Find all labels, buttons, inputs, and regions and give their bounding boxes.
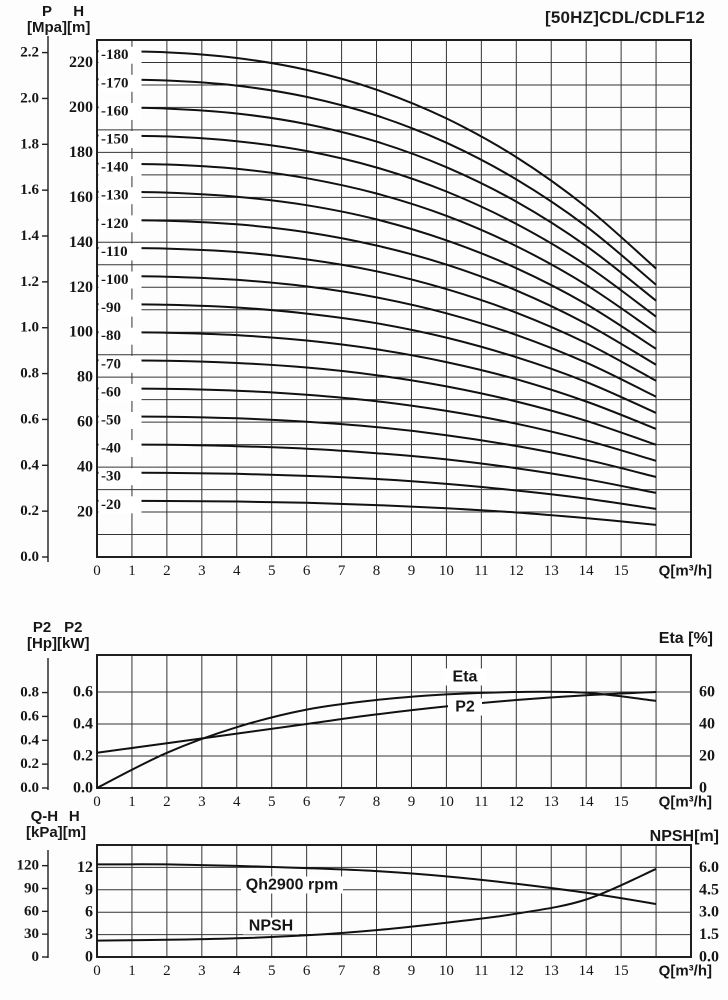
power-x-tick: 13 <box>543 794 559 810</box>
p2-hp-axis-name: P2 <box>32 619 52 636</box>
kw-tick-label: 0.2 <box>73 747 93 765</box>
curve-label-npsh: NPSH <box>248 917 294 935</box>
main-x-tick: 1 <box>128 563 136 579</box>
power-x-tick: 11 <box>474 794 489 810</box>
hm-tick-label: 6 <box>85 903 93 921</box>
kpa-axis-tick-label: 120 <box>16 857 39 874</box>
main-x-tick: 14 <box>578 563 594 579</box>
p-axis-tick-label: 2.2 <box>20 44 39 61</box>
h-tick-label: 80 <box>77 368 93 386</box>
hp-axis-tick-label: 0.2 <box>20 756 39 773</box>
npsh-x-tick: 4 <box>233 963 241 979</box>
main-x-tick: 8 <box>372 563 381 579</box>
power-x-tick: 9 <box>407 794 416 810</box>
npsh-left-axis-headers <box>26 809 86 841</box>
stage-label--180: -180 <box>101 47 129 64</box>
h-tick-label: 140 <box>69 233 93 251</box>
power-x-tick: 6 <box>302 794 311 810</box>
p-axis-tick-label: 1.2 <box>20 273 39 290</box>
npsh-axis-label: NPSH[m] <box>649 828 719 845</box>
p2-kw-axis-unit: [kW] <box>57 634 90 652</box>
main-x-tick: 15 <box>613 563 629 579</box>
h-tick-label: 160 <box>69 188 93 206</box>
h-tick-label: 20 <box>77 503 93 521</box>
head-axis-unit: [m] <box>67 18 91 36</box>
h-tick-label: 220 <box>69 53 93 71</box>
stage-label--150: -150 <box>101 131 129 148</box>
npsh-tick-label: 3.0 <box>699 903 719 921</box>
main-x-axis-label: Q[m³/h] <box>658 562 712 580</box>
curve-label-eta: Eta <box>452 668 478 686</box>
npsh-x-tick: 10 <box>438 963 454 979</box>
stage-label--40: -40 <box>101 440 121 457</box>
h-tick-label: 120 <box>69 278 93 296</box>
p2-kw-axis-name: P2 <box>64 619 83 636</box>
hp-axis-tick-label: 0.0 <box>20 780 39 796</box>
stage-label--140: -140 <box>101 159 129 176</box>
stage-label--100: -100 <box>101 272 129 289</box>
p2-hp-axis-header <box>27 620 57 652</box>
h-tick-label: 180 <box>69 143 93 161</box>
npsh-x-tick: 9 <box>407 963 416 979</box>
p-axis-tick-label: 0.4 <box>20 457 39 474</box>
h-m-axis-unit: [m] <box>62 823 87 841</box>
main-x-tick: 11 <box>474 563 489 579</box>
npsh-x-axis-label: Q[m³/h] <box>658 962 712 980</box>
npsh-x-tick: 2 <box>163 963 171 979</box>
p-axis-tick-label: 2.0 <box>20 90 39 107</box>
h-tick-label: 100 <box>69 323 93 341</box>
h-tick-label: 40 <box>77 458 93 476</box>
main-x-tick: 9 <box>407 563 416 579</box>
stage-label--120: -120 <box>101 215 129 232</box>
hp-axis-tick-label: 0.8 <box>20 684 39 701</box>
hm-tick-label: 0 <box>85 948 93 966</box>
main-x-tick: 5 <box>267 563 276 579</box>
stage-label--110: -110 <box>101 243 128 260</box>
head-axis-name: H <box>73 3 85 20</box>
power-x-tick: 14 <box>578 794 594 810</box>
npsh-x-tick: 7 <box>337 963 346 979</box>
power-x-tick: 15 <box>613 794 629 810</box>
h-m-axis-name: H <box>68 808 80 825</box>
power-x-axis-label: Q[m³/h] <box>658 793 712 811</box>
qh-kpa-axis-unit: [kPa] <box>26 823 63 841</box>
p-axis-tick-label: 0.0 <box>20 549 39 565</box>
main-x-tick: 0 <box>93 563 101 579</box>
power-x-tick: 2 <box>163 794 171 810</box>
power-x-tick: 10 <box>438 794 454 810</box>
hm-tick-label: 9 <box>85 881 93 899</box>
p2-hp-axis-unit: [Hp] <box>27 634 57 652</box>
main-x-tick: 7 <box>337 563 346 579</box>
p-axis-tick-label: 1.0 <box>20 319 39 336</box>
main-x-tick: 4 <box>233 563 241 579</box>
h-tick-label: 200 <box>69 98 93 116</box>
p-axis-tick-label: 1.4 <box>20 228 39 245</box>
p-axis-tick-label: 1.8 <box>20 136 39 153</box>
kw-tick-label: 0.6 <box>73 683 93 701</box>
h-tick-label: 60 <box>77 413 93 431</box>
curve-label-qh2900: Qh2900 rpm <box>245 876 339 894</box>
eta-tick-label: 20 <box>699 747 715 765</box>
power-x-tick: 12 <box>508 794 524 810</box>
h-m-axis-header <box>63 809 86 841</box>
npsh-tick-label: 1.5 <box>699 926 719 944</box>
main-x-tick: 3 <box>198 563 206 579</box>
npsh-x-tick: 14 <box>578 963 594 979</box>
stage-label--80: -80 <box>101 328 121 345</box>
power-x-tick: 7 <box>337 794 346 810</box>
stage-label--90: -90 <box>101 300 121 317</box>
npsh-x-tick: 11 <box>474 963 489 979</box>
qh-kpa-axis-header <box>26 809 63 841</box>
eta-tick-label: 60 <box>699 683 715 701</box>
eta-tick-label: 0 <box>699 779 707 797</box>
power-left-axis-headers <box>27 620 90 652</box>
npsh-x-tick: 6 <box>302 963 311 979</box>
npsh-x-tick: 12 <box>508 963 524 979</box>
hm-tick-label: 12 <box>77 858 93 876</box>
main-x-tick: 10 <box>438 563 454 579</box>
kpa-axis-tick-label: 0 <box>31 949 39 965</box>
power-x-tick: 3 <box>198 794 206 810</box>
main-x-tick: 12 <box>508 563 524 579</box>
hm-tick-label: 3 <box>85 926 93 944</box>
pressure-axis-name: P <box>41 3 52 20</box>
stage-label--30: -30 <box>101 468 121 485</box>
main-x-tick: 2 <box>163 563 171 579</box>
stage-label--50: -50 <box>101 412 121 429</box>
npsh-x-tick: 0 <box>93 963 101 979</box>
p-axis-tick-label: 0.2 <box>20 503 39 520</box>
eta-axis-label: Eta [%] <box>658 630 713 647</box>
npsh-x-tick: 15 <box>613 963 629 979</box>
main-left-axis-headers <box>27 4 90 36</box>
stage-label--60: -60 <box>101 384 121 401</box>
kpa-axis-tick-label: 60 <box>24 903 39 920</box>
p-axis-tick-label: 0.8 <box>20 365 39 382</box>
hp-axis-tick-label: 0.6 <box>20 708 39 725</box>
pressure-axis-header <box>27 4 67 36</box>
pressure-axis-unit: [Mpa] <box>27 18 67 36</box>
npsh-x-tick: 8 <box>372 963 381 979</box>
npsh-tick-label: 0.0 <box>699 948 719 966</box>
power-x-tick: 5 <box>267 794 276 810</box>
qh-kpa-axis-name: Q-H <box>30 808 59 825</box>
eta-tick-label: 40 <box>699 715 715 733</box>
head-axis-header <box>67 4 90 36</box>
kpa-axis-tick-label: 90 <box>24 880 39 897</box>
kw-tick-label: 0.0 <box>73 779 93 797</box>
npsh-x-tick: 3 <box>198 963 206 979</box>
power-x-tick: 8 <box>372 794 381 810</box>
stage-label--160: -160 <box>101 103 129 120</box>
kpa-axis-tick-label: 30 <box>24 926 39 943</box>
p-axis-tick-label: 0.6 <box>20 411 39 428</box>
kw-tick-label: 0.4 <box>73 715 93 733</box>
p2-kw-axis-header <box>57 620 90 652</box>
main-x-tick: 6 <box>302 563 311 579</box>
power-x-tick: 0 <box>93 794 101 810</box>
power-frame <box>97 655 691 788</box>
npsh-x-tick: 1 <box>128 963 136 979</box>
stage-label--170: -170 <box>101 75 129 92</box>
main-x-tick: 13 <box>543 563 559 579</box>
stage-label--70: -70 <box>101 356 121 373</box>
power-x-tick: 1 <box>128 794 136 810</box>
npsh-tick-label: 4.5 <box>699 881 719 899</box>
curve-label-p2: P2 <box>455 698 475 716</box>
power-x-tick: 4 <box>233 794 241 810</box>
hp-axis-tick-label: 0.4 <box>20 732 39 749</box>
chart-title: [50HZ]CDL/CDLF12 <box>545 8 705 27</box>
npsh-x-tick: 5 <box>267 963 276 979</box>
p-axis-tick-label: 1.6 <box>20 182 39 199</box>
stage-label--130: -130 <box>101 187 129 204</box>
npsh-x-tick: 13 <box>543 963 559 979</box>
npsh-tick-label: 6.0 <box>699 858 719 876</box>
stage-label--20: -20 <box>101 496 121 513</box>
